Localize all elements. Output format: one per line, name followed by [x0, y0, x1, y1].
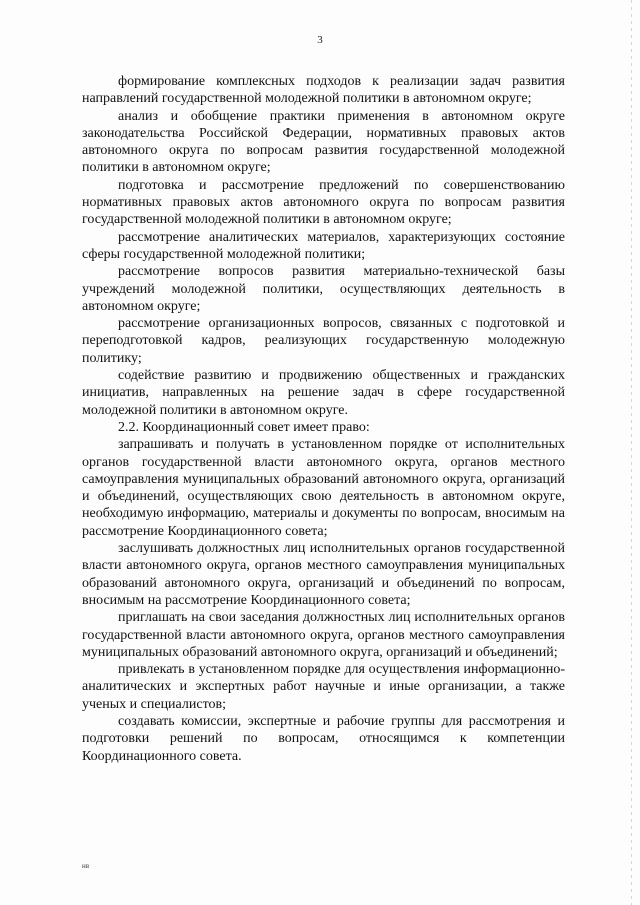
footer-initials: нв [82, 862, 90, 870]
paragraph: рассмотрение организационных вопросов, связанных с подготовкой и переподготовкой кадров, реализующих государственную молодежную политику; [82, 316, 565, 366]
section-heading: 2.2. Координационный совет имеет право: [118, 419, 370, 435]
paragraph: запрашивать и получать в установленном порядке от исполнительных органов государственной власти автономного округа, органов местного самоуправления муниципальных образований автономного округа, организаций и объединений, осуществляющих свою деятельность в автономном округе, необходимую информацию, материалы и документы по вопросам, вносимым на рассмотрение Координационного совета; [82, 437, 565, 539]
paragraph: приглашать на свои заседания должностных лиц исполнительных органов государственной власти автономного округа, органов местного самоуправления муниципальных образований автономного округа, организаций и объединений; [82, 610, 565, 660]
paragraph: формирование комплексных подходов к реализации задач развития направлений государственной молодежной политики в автономном округе; [82, 74, 565, 107]
paragraph: заслушивать должностных лиц исполнительных органов государственной власти автономного округа, органов местного самоуправления муниципальных образований автономного округа, организаций и объединений по вопросам, вносимым на рассмотрение Координационного совета; [82, 541, 565, 608]
scan-edge [631, 0, 632, 905]
paragraph: подготовка и рассмотрение предложений по совершенствованию нормативных правовых актов автономного округа по вопросам развития государственной молодежной политики в автономном округе; [82, 177, 565, 228]
page-number: 3 [317, 34, 323, 46]
paragraph: анализ и обобщение практики применения в автономном округе законодательства Российской Федерации, нормативных правовых актов автономного округа по вопросам развития государственной молодежной политики в автономном округе; [82, 108, 565, 176]
paragraph: рассмотрение аналитических материалов, характеризующих состояние сферы государственной молодежной политики; [82, 229, 565, 262]
paragraph: привлекать в установленном порядке для осуществления информационно-аналитических и экспертных работ научные и иные организации, а также ученых и специалистов; [82, 662, 565, 712]
paragraph: создавать комиссии, экспертные и рабочие группы для рассмотрения и подготовки решений по вопросам, относящимся к компетенции Координационного совета. [82, 713, 565, 764]
paragraph: рассмотрение вопросов развития материально-технической базы учреждений молодежной политики, осуществляющих деятельность в автономном округе; [82, 264, 565, 314]
paragraph: содействие развитию и продвижению общественных и гражданских инициатив, направленных на решение задач в сфере государственной молодежной политики в автономном округе. [82, 368, 565, 418]
document-body [82, 73, 565, 765]
